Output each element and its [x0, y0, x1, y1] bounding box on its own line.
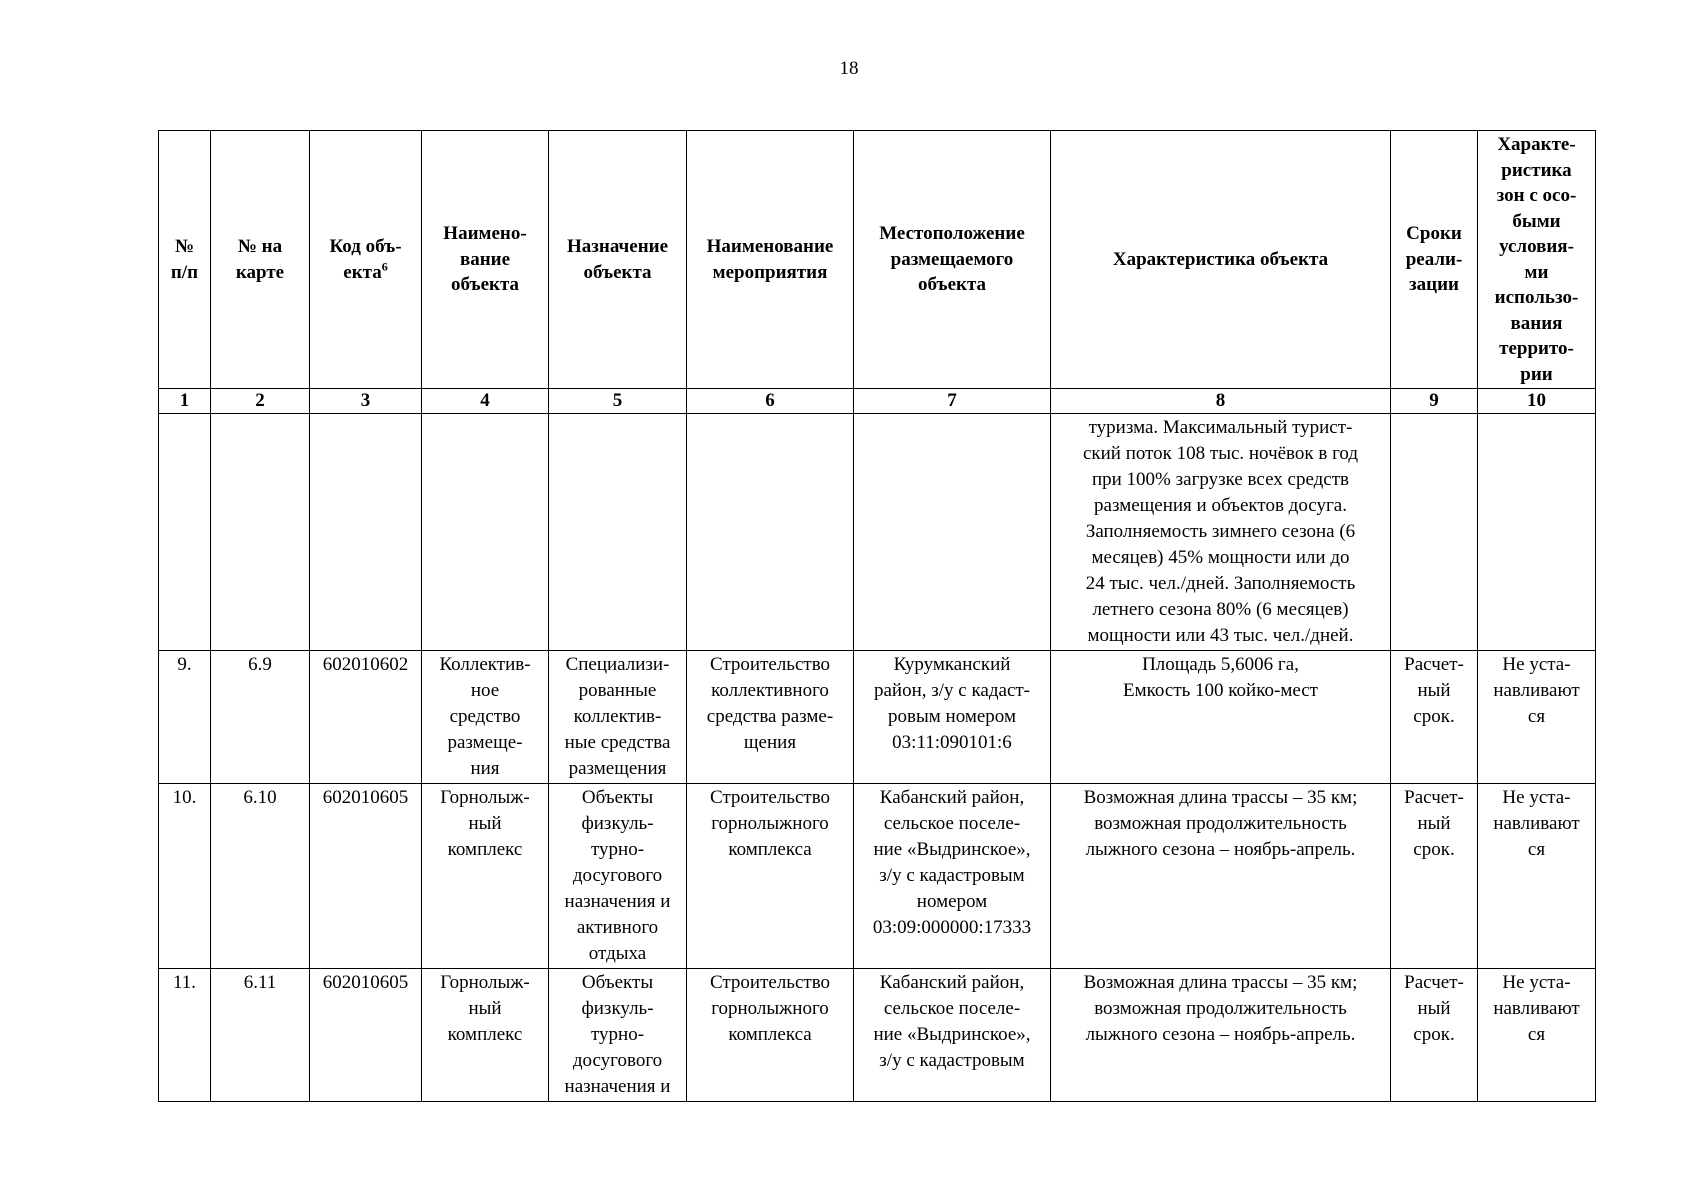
column-number: 6 [687, 389, 854, 414]
table-row [159, 651, 1596, 784]
cell-map-number: 6.11 [211, 969, 310, 1102]
cell-zone-characteristics: Не уста- навливают ся [1478, 969, 1596, 1102]
column-number: 8 [1051, 389, 1391, 414]
cell-object-name: Коллектив- ное средство размеще- ния [422, 651, 549, 784]
header-map-number: № на карте [211, 131, 310, 389]
column-number: 1 [159, 389, 211, 414]
cell-zone-characteristics [1478, 414, 1596, 651]
cell-object-name: Горнолыж- ный комплекс [422, 784, 549, 969]
column-number: 5 [549, 389, 687, 414]
header-object-purpose: Назначение объекта [549, 131, 687, 389]
header-characteristics: Характеристика объекта [1051, 131, 1391, 389]
cell-map-number [211, 414, 310, 651]
cell-characteristics: Возможная длина трассы – 35 км; возможная продолжительность лыжного сезона – ноябрь-апрель. [1051, 784, 1391, 969]
cell-map-number: 6.10 [211, 784, 310, 969]
cell-object-code: 602010602 [310, 651, 422, 784]
cell-object-name [422, 414, 549, 651]
column-number: 10 [1478, 389, 1596, 414]
cell-object-code [310, 414, 422, 651]
cell-activity-name [687, 414, 854, 651]
cell-zone-characteristics: Не уста- навливают ся [1478, 651, 1596, 784]
table-row [159, 784, 1596, 969]
column-number: 2 [211, 389, 310, 414]
page-number: 18 [839, 58, 859, 79]
cell-characteristics: туризма. Максимальный турист- ский поток 108 тыс. ночёвок в год при 100% загрузке всех средств размещения и объектов досуга. Заполняемость зимнего сезона (6 месяцев) 45% мощности или до 24 тыс. чел./дней. Заполняемость летнего сезона 80% (6 месяцев) мощности или 43 тыс. чел./дней. [1051, 414, 1391, 651]
cell-object-purpose [549, 414, 687, 651]
cell-activity-name: Строительство коллективного средства разме- щения [687, 651, 854, 784]
column-number: 7 [854, 389, 1051, 414]
column-number: 4 [422, 389, 549, 414]
header-location: Местоположение размещаемого объекта [854, 131, 1051, 389]
cell-object-code: 602010605 [310, 784, 422, 969]
cell-deadlines [1391, 414, 1478, 651]
cell-location: Кабанский район, сельское поселе- ние «Выдринское», з/у с кадастровым [854, 969, 1051, 1102]
cell-deadlines: Расчет- ный срок. [1391, 651, 1478, 784]
column-number: 9 [1391, 389, 1478, 414]
table-row [159, 414, 1596, 651]
cell-number [159, 414, 211, 651]
cell-characteristics: Возможная длина трассы – 35 км; возможная продолжительность лыжного сезона – ноябрь-апрель. [1051, 969, 1391, 1102]
header-row [159, 131, 1596, 389]
cell-activity-name: Строительство горнолыжного комплекса [687, 784, 854, 969]
cell-number: 9. [159, 651, 211, 784]
cell-location: Кабанский район, сельское поселе- ние «Выдринское», з/у с кадастровым номером 03:09:000000:17333 [854, 784, 1051, 969]
header-object-name: Наимено- вание объекта [422, 131, 549, 389]
header-deadlines: Сроки реали- зации [1391, 131, 1478, 389]
table-row [159, 969, 1596, 1102]
cell-characteristics: Площадь 5,6006 га, Емкость 100 койко-мест [1051, 651, 1391, 784]
cell-number: 11. [159, 969, 211, 1102]
column-numbers-row [159, 389, 1596, 414]
header-object-code: Код объ- екта$^6$ [310, 131, 422, 389]
cell-object-code: 602010605 [310, 969, 422, 1102]
cell-location [854, 414, 1051, 651]
cell-object-purpose: Объекты физкуль- турно- досугового назначения и [549, 969, 687, 1102]
header-zone-characteristics: Характе- ристика зон с осо- быми условия- ми использо- вания террито- рии [1478, 131, 1596, 389]
cell-object-name: Горнолыж- ный комплекс [422, 969, 549, 1102]
cell-object-purpose: Объекты физкуль- турно- досугового назначения и активного отдыха [549, 784, 687, 969]
cell-zone-characteristics: Не уста- навливают ся [1478, 784, 1596, 969]
footnote-marker: 6 [381, 259, 388, 274]
column-number: 3 [310, 389, 422, 414]
cell-map-number: 6.9 [211, 651, 310, 784]
objects-table [158, 130, 1596, 1102]
cell-number: 10. [159, 784, 211, 969]
cell-object-purpose: Специализи- рованные коллектив- ные средства размещения [549, 651, 687, 784]
cell-activity-name: Строительство горнолыжного комплекса [687, 969, 854, 1102]
header-activity-name: Наименование мероприятия [687, 131, 854, 389]
cell-deadlines: Расчет- ный срок. [1391, 784, 1478, 969]
cell-location: Курумканский район, з/у с кадаст- ровым номером 03:11:090101:6 [854, 651, 1051, 784]
cell-deadlines: Расчет- ный срок. [1391, 969, 1478, 1102]
header-number: № п/п [159, 131, 211, 389]
